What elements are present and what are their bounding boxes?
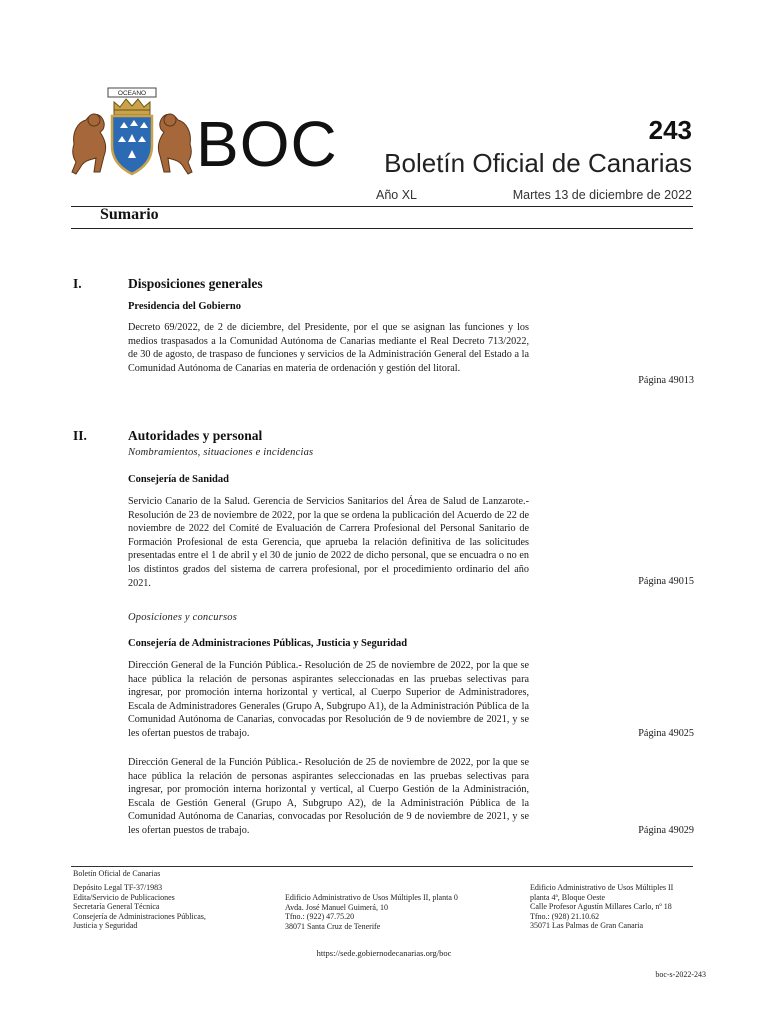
publication-name: Boletín Oficial de Canarias: [384, 148, 692, 178]
issue-number: 243: [648, 115, 692, 145]
section-subtitle: Oposiciones y concursos: [128, 612, 238, 623]
page-reference-link[interactable]: Página 49013: [638, 375, 694, 386]
footer-line: Avda. José Manuel Guimerá, 10: [285, 902, 388, 912]
footer-line: Secretaría General Técnica: [73, 902, 160, 912]
footer-las-palmas-address: [530, 883, 730, 931]
organization-heading: Consejería de Sanidad: [128, 474, 229, 485]
footer-line: planta 4ª, Bloque Oeste: [530, 892, 606, 902]
summary-heading: Sumario: [100, 206, 159, 223]
footer-line: Consejería de Administraciones Públicas,: [73, 911, 206, 921]
footer-line: Depósito Legal TF-37/1983: [73, 883, 163, 892]
summary-divider: [71, 228, 693, 229]
footer-tenerife-address: [285, 893, 505, 931]
footer-line: Tfno.: (928) 21.10.62: [530, 911, 600, 921]
footer-line: Justicia y Seguridad: [73, 921, 138, 931]
boc-logo-text: BOC: [196, 108, 338, 180]
summary-item-text: Dirección General de la Función Pública.- Resolución de 25 de noviembre de 2022, por la que se hace pública la relación de personas aspirantes seleccionadas en las pruebas selectivas para ingresar, por promoción interna horizontal y vertical, al Cuerpo Superior de Administradores, Escala de Administradores Generales (Grupo A, Subgrupo A1), de la Administración Pública de la Comunidad Autónoma de Canarias, convocadas por Resolución de 9 de noviembre de 2021, y se les ofertan puestos de trabajo.: [128, 660, 529, 739]
section-title: Autoridades y personal: [128, 428, 263, 443]
summary-item-text: Dirección General de la Función Pública.- Resolución de 25 de noviembre de 2022, por la que se hace pública la relación de personas aspirantes seleccionadas en las pruebas selectivas para ingresar, por promoción interna horizontal y vertical, al Cuerpo Gestión de la Administración, Escala de Gestión General (Grupo A, Subgrupo A2), de la Administración Pública de la Comunidad Autónoma de Canarias, convocadas por Resolución de 9 de noviembre de 2021, y se les ofertan puestos de trabajo.: [128, 757, 529, 836]
footer-line: Calle Profesor Agustín Millares Carlo, nº 18: [530, 902, 672, 912]
section-number: II.: [73, 428, 87, 443]
publication-year: Año XL: [376, 188, 418, 202]
organization-heading: Consejería de Administraciones Públicas, Justicia y Seguridad: [128, 638, 408, 649]
footer-line: 38071 Santa Cruz de Tenerife: [285, 921, 381, 931]
footer-publication-name: Boletín Oficial de Canarias: [73, 869, 161, 878]
footer-publisher-info: [73, 883, 263, 931]
footer-divider: [71, 866, 693, 867]
section-number: I.: [73, 276, 82, 291]
footer-line: 35071 Las Palmas de Gran Canaria: [530, 921, 644, 931]
footer-line: Edita/Servicio de Publicaciones: [73, 892, 175, 902]
page-reference-link[interactable]: Página 49025: [638, 728, 694, 739]
footer-line: Edificio Administrativo de Usos Múltiples II: [530, 883, 674, 892]
footer-line: Edificio Administrativo de Usos Múltiples II, planta 0: [285, 893, 458, 902]
footer-line: Tfno.: (922) 47.75.20: [285, 912, 355, 922]
page-reference-link[interactable]: Página 49015: [638, 576, 694, 587]
section-title: Disposiciones generales: [128, 276, 263, 291]
document-code: boc-s-2022-243: [655, 970, 706, 979]
coat-of-arms-logo: [70, 84, 194, 180]
summary-item-text: Decreto 69/2022, de 2 de diciembre, del Presidente, por el que se asignan las funciones y los medios traspasados a la Comunidad Autónoma de Canarias mediante el Real Decreto 713/2022, de 30 de agosto, de traspaso de funciones y servicios de la Administración General del Estado a la Comunidad Autónoma de Canarias en materia de ordenación y gestión del litoral.: [128, 322, 529, 374]
section-subtitle: Nombramientos, situaciones e incidencias: [128, 447, 314, 458]
crest-banner-text: OCEANO: [117, 90, 147, 97]
header-divider: [71, 206, 693, 207]
summary-item-text: Servicio Canario de la Salud. Gerencia de Servicios Sanitarios del Área de Salud de Lanzarote.- Resolución de 23 de noviembre de 2022, por la que se ordena la publicación del Acuerdo de 22 de noviembre de 2022 del Comité de Evaluación de Carrera Profesional del Personal Sanitario de Formación Profesional de esta Gerencia, que aprueba la relación definitiva de las solicitudes presentadas entre el 1 de abril y el 30 de junio de 2022 de dicho personal, que se encuadra o no en los distintos grados del sistema de carrera profesional, por el procedimiento ordinario del año 2021.: [128, 496, 529, 589]
publication-date: Martes 13 de diciembre de 2022: [512, 188, 692, 202]
page-reference-link[interactable]: Página 49029: [638, 825, 694, 836]
organization-heading: Presidencia del Gobierno: [128, 301, 241, 312]
footer-url-link[interactable]: https://sede.gobiernodecanarias.org/boc: [316, 948, 452, 958]
